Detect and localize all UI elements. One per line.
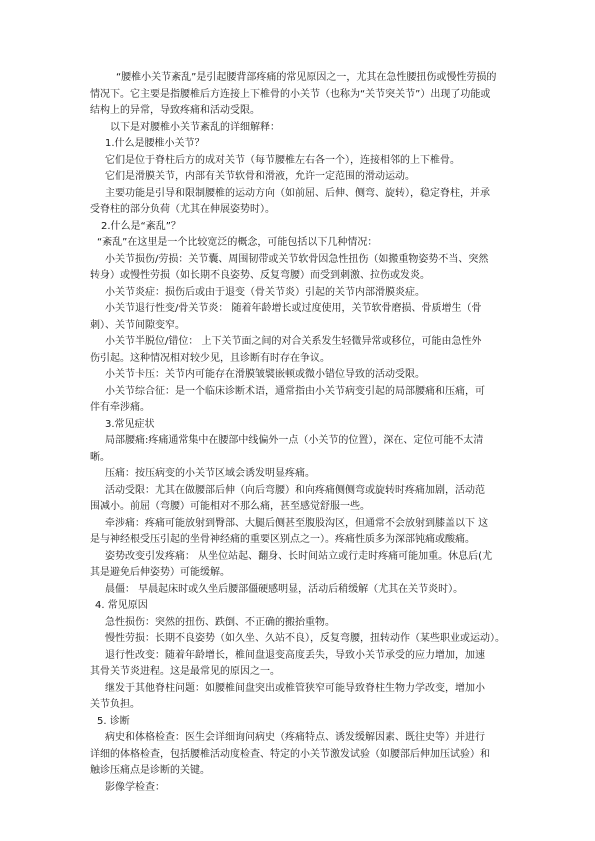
section-what-is-disorder	[0, 219, 595, 417]
paragraph-line: 晨僵： 早晨起床时或久坐后腰部僵硬感明显，活动后稍缓解（尤其在关节炎时）。	[105, 583, 464, 595]
paragraph-line: 伤引起。这种情况相对较少见，且诊断有时存在争议。	[90, 352, 330, 364]
lead-line: 以下是对腰椎小关节紊乱的详细解释：	[110, 121, 280, 133]
paragraph-line: 小关节卡压：关节内可能存在滑膜皱襞嵌顿或微小错位导致的活动受限。	[105, 369, 425, 380]
section-what-is-facet-joint	[0, 136, 595, 219]
intro-line: 情况下。它主要是指腰椎后方连接上下椎骨的小关节（也称为“关节突关节”）出现了功能或	[90, 88, 491, 100]
paragraph-line: 晰。	[90, 451, 110, 463]
paragraph-line: 主要功能是引导和限制腰椎的运动方向（如前屈、后伸、侧弯、旋转），稳定脊柱，并承	[105, 187, 490, 199]
paragraph-line: 继发于其他脊柱问题：如腰椎间盘突出或椎管狭窄可能导致脊柱生物力学改变，增加小	[105, 682, 485, 694]
section-heading: 3.常见症状	[105, 418, 155, 430]
paragraph-line: 退行性改变：随着年龄增长，椎间盘退变高度丢失，导致小关节承受的应力增加，加速	[105, 649, 485, 661]
paragraph-line: 它们是滑膜关节，内部有关节软骨和滑液，允许一定范围的滑动运动。	[105, 171, 415, 182]
paragraph-line: 压痛：按压病变的小关节区域会诱发明显疼痛。	[105, 468, 315, 479]
paragraph-line: 小关节综合征：是一个临床诊断术语，通常指由小关节病变引起的局部腰痛和压痛，可	[105, 385, 485, 397]
paragraph-line: 小关节损伤/劳损：关节囊、周围韧带或关节软骨因急性扭伤（如搬重物姿势不当、突然	[105, 253, 489, 265]
paragraph-line: 急性损伤：突然的扭伤、跌倒、不正确的搬抬重物。	[105, 616, 335, 628]
paragraph-line: 伴有牵涉痛。	[90, 402, 150, 413]
paragraph-line: 影像学检查：	[105, 781, 165, 793]
section-common-causes	[0, 598, 595, 714]
paragraph-line: 它们是位于脊柱后方的成对关节（每节腰椎左右各一个），连接相邻的上下椎骨。	[105, 154, 460, 166]
section-heading: 1.什么是腰椎小关节？	[105, 138, 205, 149]
intro-paragraph	[0, 70, 595, 120]
paragraph-line: 病史和体格检查：医生会详细询问病史（疼痛特点、诱发缓解因素、既往史等）并进行	[105, 732, 485, 743]
paragraph-line: 是与神经根受压引起的坐骨神经痛的重要区别点之一）。疼痛性质多为深部钝痛或酸痛。	[90, 534, 475, 545]
paragraph-line: 围减小。前屈（弯腰）可能相对不那么痛，甚至感觉舒服一些。	[90, 501, 370, 512]
intro-line: “腰椎小关节紊乱”是引起腰背部疼痛的常见原因之一，尤其在急性腰扭伤或慢性劳损的	[116, 72, 497, 83]
paragraph-line: 活动受限：尤其在做腰部后伸（向后弯腰）和向疼痛侧侧弯或旋转时疼痛加剧，活动范	[105, 484, 485, 496]
section-heading: 5. 诊断	[97, 715, 130, 727]
intro-line: 结构上的异常，导致疼痛和活动受限。	[90, 105, 260, 116]
paragraph-line: 刺）、关节间隙变窄。	[90, 319, 185, 331]
paragraph-line: 慢性劳损：长期不良姿势（如久坐、久站不良），反复弯腰，扭转动作（某些职业或运动）。	[105, 633, 505, 644]
paragraph-line: 其骨关节炎进程。这是最常见的原因之一。	[90, 666, 280, 677]
paragraph-line: 关节负担。	[90, 699, 140, 710]
paragraph-line: 转身）或慢性劳损（如长期不良姿势、反复弯腰）而受到刺激、拉伤或发炎。	[90, 270, 430, 281]
paragraph-line: 牵涉痛：疼痛可能放射到臀部、大腿后侧甚至腹股沟区，但通常不会放射到膝盖以下 这	[105, 517, 489, 529]
section-common-symptoms	[0, 417, 595, 599]
paragraph-line: 小关节半脱位/错位： 上下关节面之间的对合关系发生轻微异常或移位，可能由急性外	[105, 336, 482, 347]
paragraph-line: 其是避免后伸姿势）可能缓解。	[90, 567, 230, 578]
document-page	[0, 70, 595, 796]
paragraph-line: 受脊柱的部分负荷（尤其在伸展姿势时）。	[90, 204, 275, 215]
paragraph-line: 小关节炎症：损伤后或由于退变（骨关节炎）引起的关节内部滑膜炎症。	[105, 286, 425, 298]
section-diagnosis	[0, 714, 595, 797]
paragraph-line: 姿势改变引发疼痛： 从坐位站起、翻身、长时间站立或行走时疼痛可能加重。休息后(尤	[105, 550, 493, 562]
paragraph-line: 详细的体格检查，包括腰椎活动度检查、特定的小关节激发试验（如腰部后伸加压试验）和	[90, 748, 490, 760]
section-intro-line: “紊乱”在这里是一个比较宽泛的概念，可能包括以下几种情况：	[97, 237, 378, 248]
paragraph-line: 局部腰痛:疼痛通常集中在腰部中线偏外一点（小关节的位置），深在、定位可能不太清	[105, 435, 484, 446]
paragraph-line: 触诊压痛点是诊断的关键。	[90, 765, 210, 776]
section-heading: 2.什么是“紊乱”？	[101, 220, 181, 232]
section-heading: 4. 常见原因	[95, 600, 148, 611]
paragraph-line: 小关节退行性变/骨关节炎： 随着年龄增长或过度使用，关节软骨磨损、骨质增生（骨	[105, 303, 482, 314]
